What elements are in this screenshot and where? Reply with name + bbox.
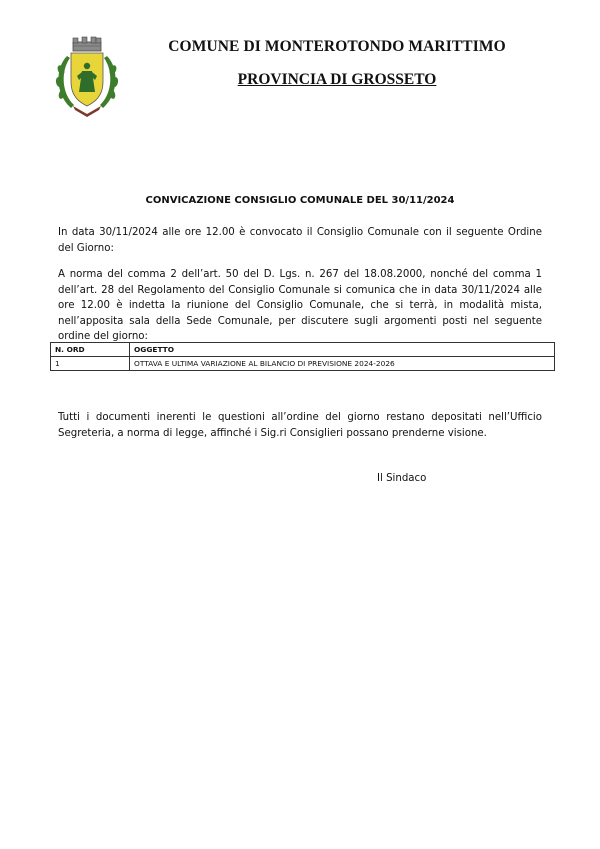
agenda-table bbox=[50, 342, 555, 371]
documents-paragraph: Tutti i documenti inerenti le questioni all’ordine del giorno restano depositati nell’Ufficio Segreteria, a norma di legge, affinché i Sig.ri Consiglieri possano prenderne visione. bbox=[58, 412, 542, 439]
header-cell-subject: OGGETTO bbox=[130, 343, 555, 357]
signature-label: Il Sindaco bbox=[377, 473, 427, 484]
row-number-cell: 1 bbox=[51, 357, 130, 371]
municipality-name: COMUNE DI MONTEROTONDO MARITTIMO bbox=[168, 38, 506, 55]
municipal-coat-of-arms bbox=[53, 36, 121, 118]
notice-paragraph: A norma del comma 2 dell’art. 50 del D. Lgs. n. 267 del 18.08.2000, nonché del comma 1 dell’art. 28 del Regolamento del Consiglio Comunale si comunica che in data 30/11/2024 alle ore 12.00 è indetta la riunione del Consiglio Comunale, che si terrà, in modalità mista, nell’apposita sala della Sede Comunale, per discutere sugli argomenti posti nel seguente ordine del giorno: bbox=[58, 269, 542, 342]
agenda-table-header bbox=[51, 343, 555, 357]
crown-icon bbox=[73, 37, 101, 51]
table-row bbox=[51, 357, 555, 371]
province-name: PROVINCIA DI GROSSETO bbox=[237, 71, 437, 88]
header-cell-number: N. ORD bbox=[51, 343, 130, 357]
convocation-paragraph: In data 30/11/2024 alle ore 12.00 è convocato il Consiglio Comunale con il seguente Ordine del Giorno: bbox=[58, 227, 542, 254]
document-title: CONVICAZIONE CONSIGLIO COMUNALE DEL 30/11/2024 bbox=[145, 195, 455, 206]
row-subject-cell: OTTAVA E ULTIMA VARIAZIONE AL BILANCIO DI PREVISIONE 2024-2026 bbox=[130, 357, 555, 371]
